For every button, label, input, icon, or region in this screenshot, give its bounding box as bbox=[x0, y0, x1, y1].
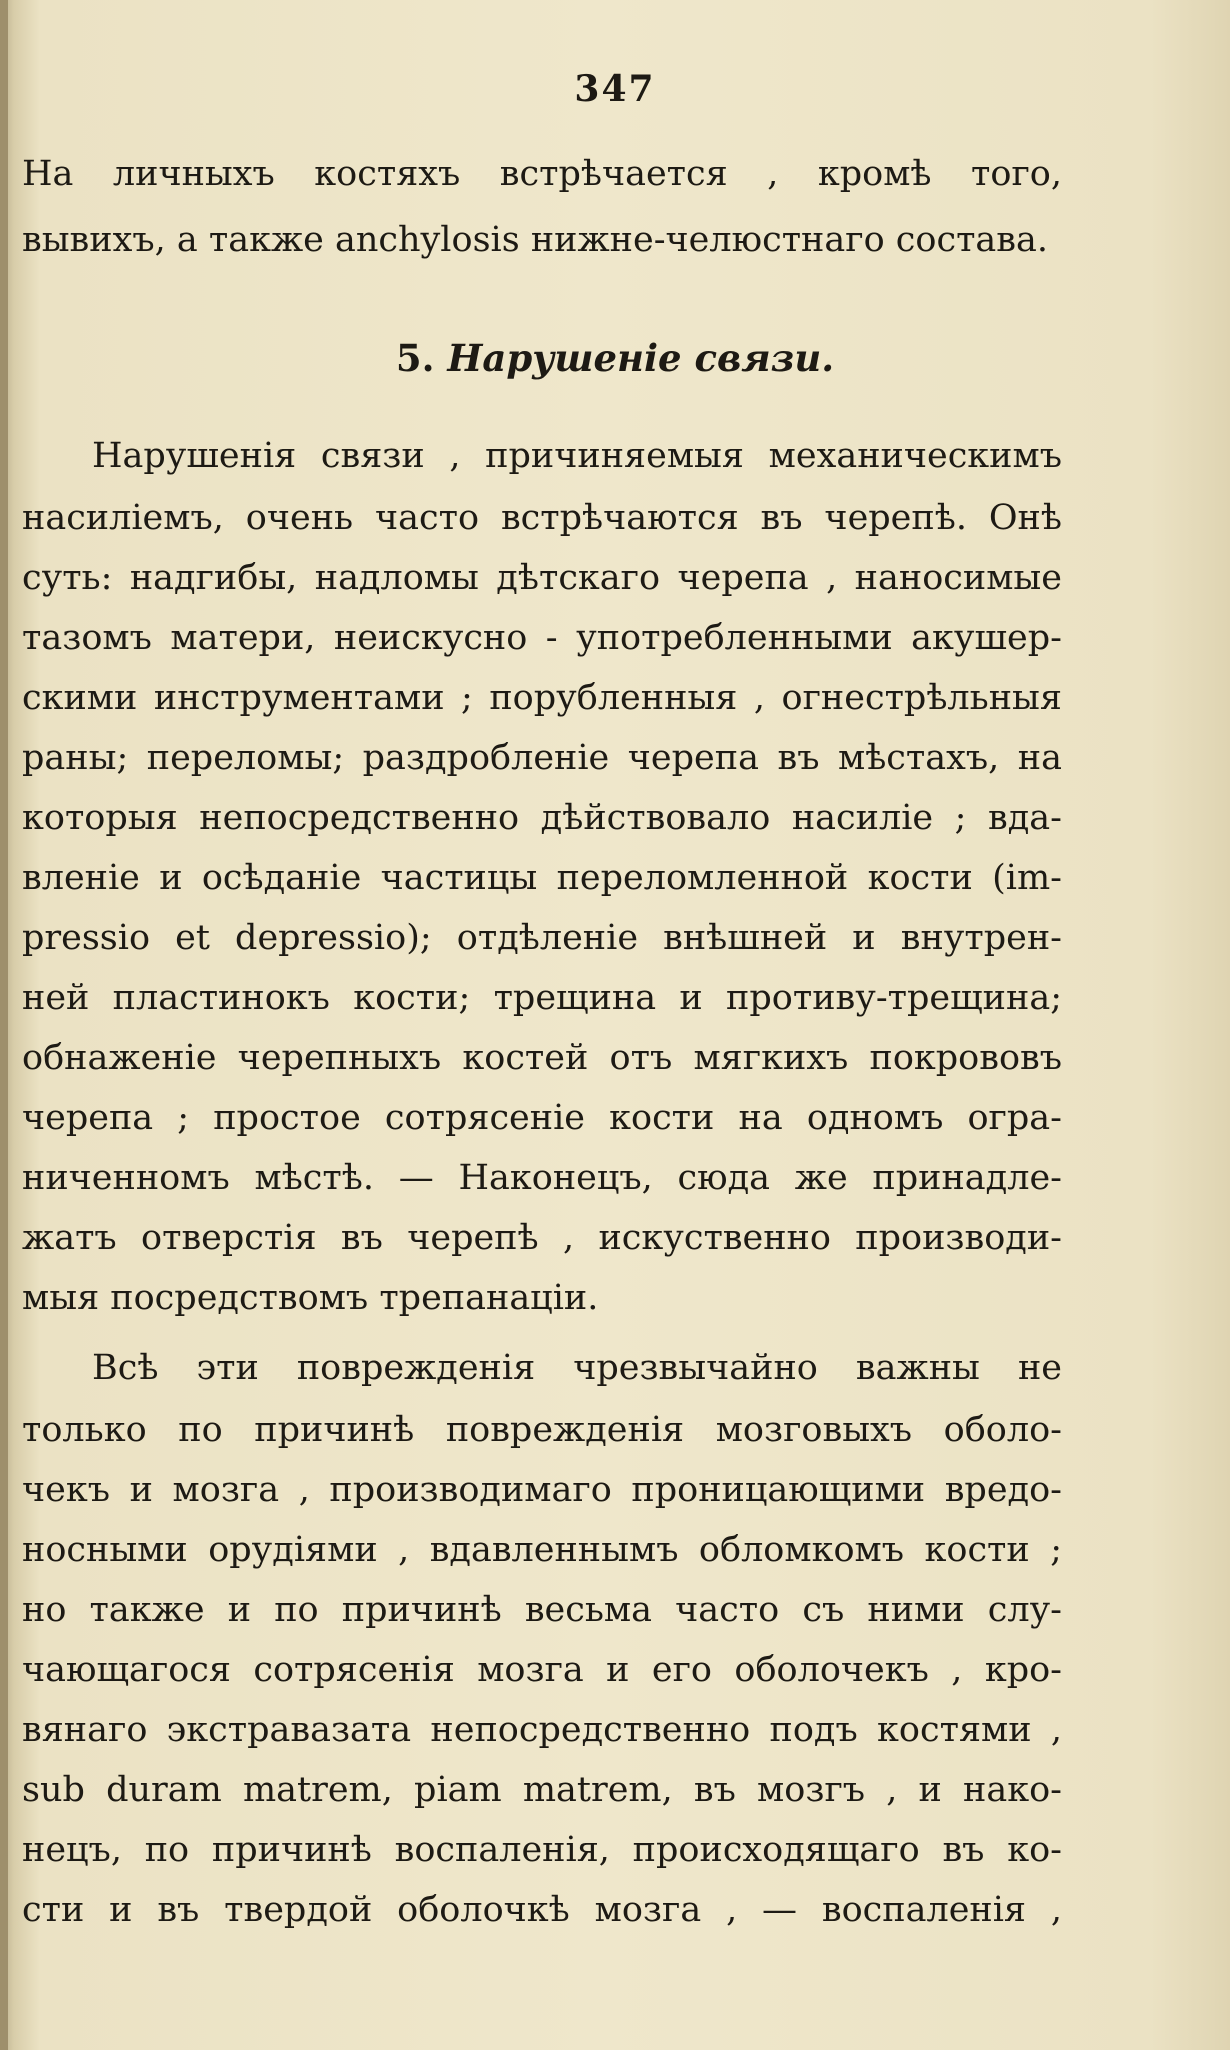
text-line-2: вывихъ, а также anchylosis нижне-челюстнаго состава. bbox=[22, 220, 1048, 260]
text-line-10: вленіе и осѣданіе частицы переломленной кости (im- bbox=[22, 858, 1062, 898]
text-line-6: тазомъ матери, неискусно - употребленными акушер- bbox=[22, 618, 1062, 658]
text-line-19: только по причинѣ поврежденія мозговыхъ оболо- bbox=[22, 1410, 1062, 1450]
text-line-24: вянаго экстравазата непосредственно подъ костями , bbox=[22, 1710, 1062, 1750]
page-spine-shadow bbox=[0, 0, 8, 2050]
text-line-18: Всѣ эти поврежденія чрезвычайно важны не bbox=[92, 1348, 1062, 1388]
text-line-8: раны; переломы; раздробленіе черепа въ мѣстахъ, на bbox=[22, 738, 1062, 778]
text-line-23: чающагося сотрясенія мозга и его оболочекъ , кро- bbox=[22, 1650, 1062, 1690]
text-line-5: суть: надгибы, надломы дѣтскаго черепа , наносимые bbox=[22, 558, 1062, 598]
page-number: 347 bbox=[574, 68, 656, 110]
text-line-17: мыя посредствомъ трепанаціи. bbox=[22, 1278, 599, 1318]
text-line-4: насиліемъ, очень часто встрѣчаются въ черепѣ. Онѣ bbox=[22, 498, 1062, 538]
text-line-15: ниченномъ мѣстѣ. — Наконецъ, сюда же принадле- bbox=[22, 1158, 1062, 1198]
text-line-11: pressio et depressio); отдѣленіе внѣшней и внутрен- bbox=[22, 918, 1062, 958]
text-line-3: Нарушенія связи , причиняемыя механическимъ bbox=[92, 436, 1062, 476]
text-line-1: На личныхъ костяхъ встрѣчается , кромѣ того, bbox=[22, 154, 1062, 194]
section-title: Нарушеніе связи. bbox=[447, 336, 835, 380]
text-line-9: которыя непосредственно дѣйствовало насиліе ; вда- bbox=[22, 798, 1062, 838]
text-line-25: sub duram matrem, piam matrem, въ мозгъ , и нако- bbox=[22, 1770, 1062, 1810]
text-line-12: ней пластинокъ кости; трещина и противу-трещина; bbox=[22, 978, 1062, 1018]
text-line-26: нецъ, по причинѣ воспаленія, происходящаго въ ко- bbox=[22, 1830, 1062, 1870]
text-line-27: сти и въ твердой оболочкѣ мозга , — воспаленія , bbox=[22, 1890, 1062, 1930]
text-line-14: черепа ; простое сотрясеніе кости на одномъ огра- bbox=[22, 1098, 1062, 1138]
text-line-21: носными орудіями , вдавленнымъ обломкомъ кости ; bbox=[22, 1530, 1062, 1570]
text-line-13: обнаженіе черепныхъ костей отъ мягкихъ покрововъ bbox=[22, 1038, 1062, 1078]
text-line-20: чекъ и мозга , производимаго проницающими вредо- bbox=[22, 1470, 1062, 1510]
text-line-22: но также и по причинѣ весьма часто съ ними слу- bbox=[22, 1590, 1062, 1630]
section-number: 5. bbox=[395, 336, 435, 380]
text-line-7: скими инструментами ; порубленныя , огнестрѣльныя bbox=[22, 678, 1062, 718]
text-line-16: жатъ отверстія въ черепѣ , искуственно производи- bbox=[22, 1218, 1062, 1258]
section-heading bbox=[0, 334, 1230, 382]
